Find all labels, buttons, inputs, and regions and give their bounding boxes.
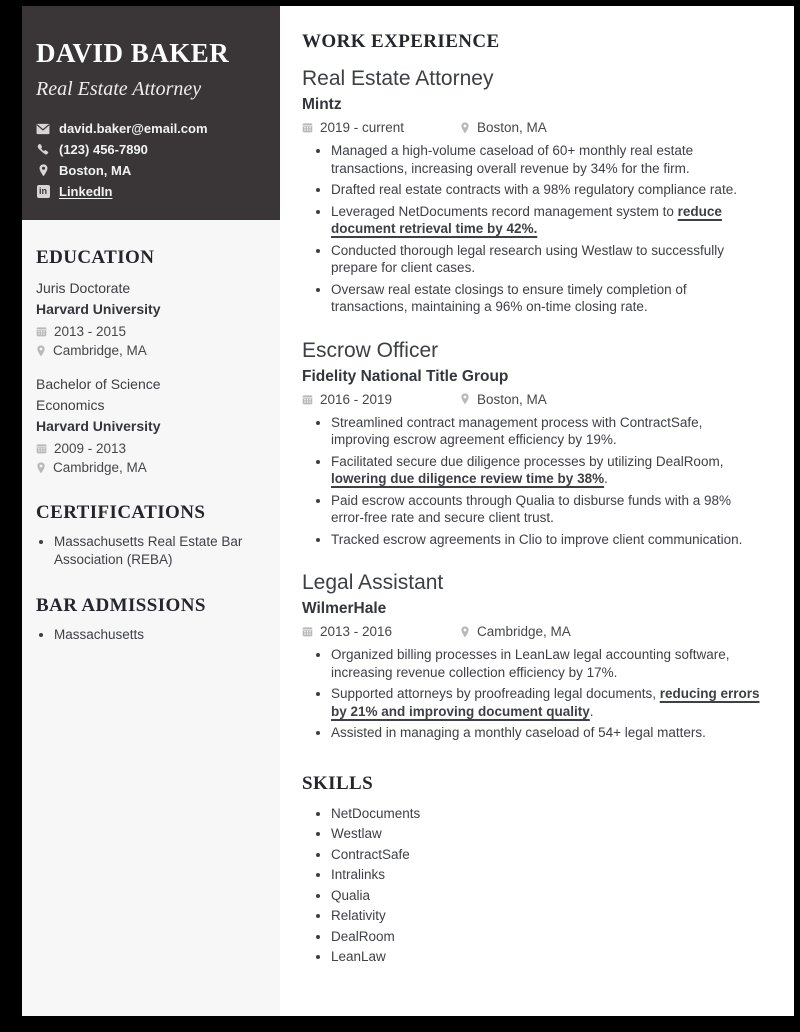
linkedin-icon — [36, 185, 50, 198]
job-dates-group — [302, 392, 460, 407]
location-pin-icon — [460, 393, 470, 405]
education-dates-row — [36, 324, 264, 339]
job-bullet: • Managed a high-volume caseload of 60+ monthly real estate transactions, increasing overall revenue by 34% for the firm. — [331, 142, 762, 177]
job-bullet: • Organized billing processes in LeanLaw legal accounting software, increasing revenue collection efficiency by 17%. — [331, 646, 762, 681]
education-item — [36, 278, 264, 358]
education-section — [22, 247, 280, 475]
job-meta-row — [302, 392, 762, 407]
job-bullet: • Leveraged NetDocuments record management system to reduce document retrieval time by 42%. — [331, 203, 762, 238]
skill-item: • ContractSafe — [331, 845, 762, 865]
bar-admissions-heading: BAR ADMISSIONS — [36, 595, 206, 616]
job-location-group — [460, 120, 547, 135]
job-bullets — [302, 414, 762, 549]
job-company: Fidelity National Title Group — [302, 367, 509, 385]
job-meta-row — [302, 120, 762, 135]
job-location: Boston, MA — [477, 120, 547, 135]
skills-list — [302, 804, 762, 968]
job-dates: 2016 - 2019 — [320, 391, 393, 407]
job-bullet: • Streamlined contract management process with ContractSafe, improving escrow agreement efficiency by 19%. — [331, 414, 762, 449]
education-location-row — [36, 460, 264, 475]
job-bullet: • Facilitated secure due diligence processes by utilizing DealRoom, lowering due diligence review time by 38%. — [331, 453, 762, 488]
contact-email — [36, 118, 266, 139]
education-heading: EDUCATION — [36, 247, 155, 268]
skill-item: • Westlaw — [331, 824, 762, 844]
identity-header — [22, 6, 280, 220]
job-entry — [302, 571, 762, 742]
job-company: WilmerHale — [302, 600, 387, 617]
job-bullet: • Supported attorneys by proofreading legal documents, reducing errors by 21% and improving document quality. — [331, 685, 762, 720]
education-dates-row — [36, 441, 264, 456]
email-icon — [36, 123, 50, 135]
job-company: Mintz — [302, 96, 342, 113]
location-pin-icon — [460, 626, 470, 638]
person-name: DAVID BAKER — [36, 38, 230, 68]
calendar-icon — [36, 443, 47, 454]
certifications-list — [36, 533, 264, 568]
education-location: Cambridge, MA — [53, 460, 147, 475]
job-bullets — [302, 142, 762, 316]
job-location: Boston, MA — [477, 391, 547, 407]
location-pin-icon — [36, 345, 46, 357]
calendar-icon — [302, 122, 313, 133]
contact-email-text: david.baker@email.com — [59, 121, 208, 136]
degree-line: Economics — [36, 397, 105, 413]
location-pin-icon — [460, 122, 470, 134]
job-dates-group — [302, 624, 460, 639]
bar-admission-item: • Massachusetts — [54, 626, 264, 644]
contact-phone — [36, 139, 266, 160]
job-location-group — [460, 624, 571, 639]
certification-item: • Massachusetts Real Estate Bar Association (REBA) — [54, 533, 264, 568]
resume-page — [22, 6, 794, 1016]
job-meta-row — [302, 624, 762, 639]
school: Harvard University — [36, 418, 161, 434]
skills-heading: SKILLS — [302, 772, 374, 794]
sidebar — [22, 6, 280, 1016]
education-location: Cambridge, MA — [53, 343, 147, 358]
skills-section — [302, 773, 762, 968]
calendar-icon — [302, 394, 313, 405]
job-bullet: • Paid escrow accounts through Qualia to disburse funds with a 98% error-free rate and secure client trust. — [331, 492, 762, 527]
bar-admissions-section — [22, 595, 280, 644]
certifications-heading: CERTIFICATIONS — [36, 502, 206, 523]
education-dates: 2013 - 2015 — [54, 324, 127, 339]
work-experience-heading: WORK EXPERIENCE — [302, 31, 500, 52]
education-item — [36, 374, 264, 475]
job-location-group — [460, 392, 547, 407]
job-bullets — [302, 646, 762, 742]
location-icon — [36, 164, 50, 177]
skill-item: • LeanLaw — [331, 947, 762, 967]
school: Harvard University — [36, 301, 161, 317]
contact-linkedin — [36, 181, 266, 202]
skill-item: • Qualia — [331, 886, 762, 906]
job-bullet: • Tracked escrow agreements in Clio to improve client communication. — [331, 531, 762, 549]
contact-location-text: Boston, MA — [59, 163, 132, 178]
calendar-icon — [36, 326, 47, 337]
job-dates: 2019 - current — [320, 120, 405, 135]
contact-phone-text: (123) 456-7890 — [59, 142, 148, 157]
job-location: Cambridge, MA — [477, 624, 571, 639]
bar-admissions-list — [36, 626, 264, 644]
job-entry — [302, 67, 762, 316]
education-location-row — [36, 343, 264, 358]
phone-icon — [36, 144, 50, 156]
skill-item: • Relativity — [331, 906, 762, 926]
job-bullet: • Oversaw real estate closings to ensure timely completion of transactions, maintaining a 96% on-time closing rate. — [331, 281, 762, 316]
main-content — [280, 6, 794, 1016]
job-title: Real Estate Attorney — [302, 67, 494, 90]
job-title: Legal Assistant — [302, 571, 444, 594]
calendar-icon — [302, 626, 313, 637]
location-pin-icon — [36, 462, 46, 474]
contact-location — [36, 160, 266, 181]
job-dates-group — [302, 120, 460, 135]
skill-item: • NetDocuments — [331, 804, 762, 824]
contact-list — [36, 118, 266, 202]
job-bullet: • Assisted in managing a monthly caseload of 54+ legal matters. — [331, 724, 762, 742]
degree-line: Bachelor of Science — [36, 376, 161, 392]
job-title: Escrow Officer — [302, 338, 439, 362]
skill-item: • Intralinks — [331, 865, 762, 885]
skill-item: • DealRoom — [331, 927, 762, 947]
job-bullet: • Conducted thorough legal research using Westlaw to successfully prepare for client cases. — [331, 242, 762, 277]
job-entry — [302, 339, 762, 549]
job-bullet: • Drafted real estate contracts with a 98% regulatory compliance rate. — [331, 181, 762, 199]
job-dates: 2013 - 2016 — [320, 624, 393, 639]
person-job-title: Real Estate Attorney — [36, 78, 202, 100]
linkedin-link[interactable]: LinkedIn — [59, 184, 113, 199]
education-dates: 2009 - 2013 — [54, 441, 127, 456]
certifications-section — [22, 502, 280, 568]
degree: Juris Doctorate — [36, 280, 131, 296]
